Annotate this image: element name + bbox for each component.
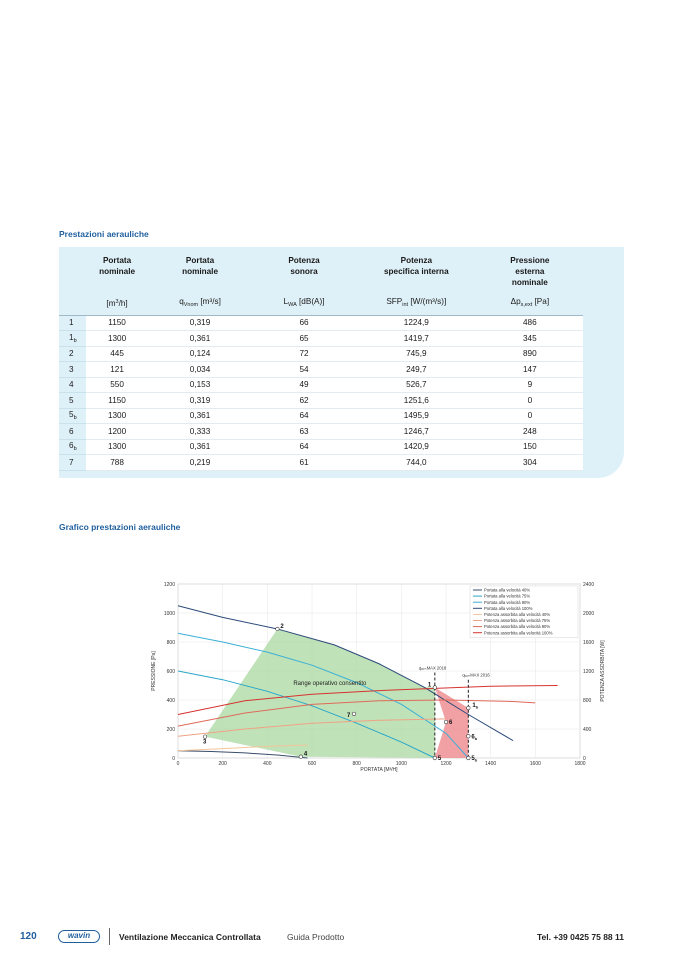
y2-tick-label: 400 (583, 727, 592, 733)
legend-entry-w75: Potenza assorbita alla velocità 75% (484, 618, 551, 624)
row-index: $6_b$ (59, 439, 86, 455)
y-tick-label: 0 (172, 756, 175, 762)
point-label-1b: $1_b$ (472, 702, 479, 710)
footer-divider (109, 928, 110, 945)
chart-section-title: Grafico prestazioni aerauliche (59, 522, 181, 532)
table-cell: 526,7 (356, 377, 477, 393)
point-label-2: 2 (280, 623, 284, 630)
table-cell: 304 (477, 455, 583, 471)
chart-svg (145, 575, 615, 780)
row-index: 6 (59, 424, 86, 440)
y2-tick-label: 2400 (583, 582, 595, 588)
x-tick-label: 800 (352, 761, 361, 767)
footer-phone: Tel. +39 0425 75 88 11 (536, 932, 624, 942)
point-marker-6b (467, 734, 471, 738)
table-cell: 0,034 (148, 362, 252, 378)
table-row (59, 346, 583, 362)
page-number: 120 (20, 931, 37, 942)
y2-tick-label: 800 (583, 698, 592, 704)
legend-entry-w100: Potenza assorbita alla velocità 100% (484, 630, 553, 636)
table-cell: 64 (252, 439, 356, 455)
y-tick-label: 400 (166, 698, 175, 704)
table-cell: 345 (477, 331, 583, 347)
point-label-1: 1 (427, 682, 432, 689)
table-cell: 1300 (86, 439, 148, 455)
table-cell: 61 (252, 455, 356, 471)
legend-entry-w90: Potenza assorbita alla velocità 90% (484, 624, 551, 630)
point-marker-4 (299, 755, 303, 759)
table-cell: 0,219 (148, 455, 252, 471)
table-cell: 121 (86, 362, 148, 378)
x-tick-label: 1200 (440, 761, 452, 767)
y-tick-label: 1000 (163, 611, 175, 617)
table-cell: 1495,9 (356, 408, 477, 424)
table-row (59, 393, 583, 409)
table-cell: 1300 (86, 331, 148, 347)
qmax-2018-label: qᵥₒₘMAX 2018 (418, 665, 447, 671)
footer (0, 925, 678, 949)
row-index: 4 (59, 377, 86, 393)
table-cell: 248 (477, 424, 583, 440)
table-cell: 486 (477, 315, 583, 331)
column-header-5: Pressione esterna nominale (510, 256, 550, 287)
legend-entry-p100: Portata alla velocità 100% (484, 605, 533, 611)
x-tick-label: 1400 (485, 761, 497, 767)
table-row (59, 424, 583, 440)
performance-chart (145, 575, 615, 780)
point-marker-5b (467, 756, 471, 760)
point-marker-3 (203, 735, 207, 739)
y2-tick-label: 1600 (583, 640, 595, 646)
table-cell: 249,7 (356, 362, 477, 378)
point-marker-7 (352, 712, 356, 716)
legend-entry-p40: Portata alla velocità 40% (484, 587, 531, 593)
table-cell: 744,0 (356, 455, 477, 471)
y-tick-label: 200 (166, 727, 175, 733)
table-cell: 0,361 (148, 331, 252, 347)
table-cell: 788 (86, 455, 148, 471)
table-cell: 0 (477, 393, 583, 409)
table-cell: 0,361 (148, 408, 252, 424)
x-tick-label: 1800 (574, 761, 586, 767)
point-label-5: 5 (437, 756, 442, 762)
table-cell: 65 (252, 331, 356, 347)
legend-entry-p75: Portata alla velocità 75% (484, 593, 531, 599)
point-label-4: 4 (303, 751, 308, 758)
row-index: $1_b$ (59, 331, 86, 347)
y-tick-label: 600 (166, 669, 175, 675)
table-cell: 0 (477, 408, 583, 424)
row-index: 5 (59, 393, 86, 409)
x-tick-label: 600 (307, 761, 317, 767)
point-marker-1 (433, 686, 437, 690)
y2-tick-label: 2000 (583, 611, 595, 617)
y2-axis-label: POTENZA ASSORBITA [W] (600, 640, 606, 702)
footer-subtitle: Guida Prodotto (287, 932, 345, 942)
table-cell: 1420,9 (356, 439, 477, 455)
table-cell: 0,153 (148, 377, 252, 393)
table-cell: 150 (477, 439, 583, 455)
column-header-1: Portata nominale (99, 256, 136, 276)
table-row (59, 439, 583, 455)
table-cell: 0,333 (148, 424, 252, 440)
table-cell: 1224,9 (356, 315, 477, 331)
column-header-3: Potenza sonora (288, 256, 320, 276)
table-cell: 550 (86, 377, 148, 393)
column-unit-3: $L_{WA}$ [dB(A)] (252, 292, 356, 315)
table-cell: 1300 (86, 408, 148, 424)
legend-entry-p90: Portata alla velocità 90% (484, 599, 531, 605)
point-marker-1b (467, 706, 471, 710)
point-label-6b: $6_b$ (471, 734, 478, 741)
y-tick-label: 800 (166, 640, 175, 646)
table-section-title: Prestazioni aerauliche (59, 229, 149, 239)
table-cell: 1150 (86, 315, 148, 331)
point-marker-2 (276, 627, 280, 631)
y-axis-label: PRESSIONE [Pa] (151, 651, 157, 691)
column-header-4: Potenza specifica interna (384, 256, 449, 276)
x-tick-label: 400 (263, 761, 272, 767)
point-marker-5 (433, 756, 437, 760)
point-label-5b: $5_b$ (471, 756, 478, 763)
x-tick-label: 1000 (395, 761, 407, 767)
point-label-6: 6 (449, 720, 453, 727)
operating-range-label: Range operativo consentito (293, 680, 367, 687)
table-row (59, 377, 583, 393)
legend-entry-w40: Potenza assorbita alla velocità 40% (484, 612, 551, 617)
table-cell: 62 (252, 393, 356, 409)
table-cell: 1419,7 (356, 331, 477, 347)
row-index: 7 (59, 455, 86, 471)
row-index: 3 (59, 362, 86, 378)
x-tick-label: 1600 (529, 761, 541, 767)
y2-tick-label: 1200 (583, 669, 595, 675)
column-unit-2: $q_{Vnom}$ [m³/s] (148, 292, 252, 315)
performance-table (59, 247, 583, 471)
table-cell: 890 (477, 346, 583, 362)
table-cell: 0,361 (148, 439, 252, 455)
table-cell: 0,319 (148, 393, 252, 409)
point-label-7: 7 (346, 712, 351, 719)
table-cell: 1246,7 (356, 424, 477, 440)
table-cell: 0,319 (148, 315, 252, 331)
point-marker-6 (444, 720, 448, 724)
table-cell: 147 (477, 362, 583, 378)
table-cell: 745,9 (356, 346, 477, 362)
table-row (59, 315, 583, 331)
row-index: $5_b$ (59, 408, 86, 424)
column-header-2: Portata nominale (182, 256, 219, 276)
point-label-3: 3 (203, 739, 207, 746)
y-tick-label: 1200 (163, 582, 175, 588)
table-cell: 9 (477, 377, 583, 393)
row-index: 2 (59, 346, 86, 362)
table-cell: 1200 (86, 424, 148, 440)
qmax-2016-label: qᵥₒₘMAX 2016 (462, 672, 490, 678)
column-unit-1: $[m^3/h]$ (86, 292, 148, 315)
table-cell: 1150 (86, 393, 148, 409)
x-axis-label: PORTATA [M³/H] (360, 767, 398, 773)
table-cell: 64 (252, 408, 356, 424)
table-cell: 49 (252, 377, 356, 393)
table-cell: 63 (252, 424, 356, 440)
table-row (59, 331, 583, 347)
x-tick-label: 200 (218, 761, 227, 767)
table-cell: 66 (252, 315, 356, 331)
x-tick-label: 0 (176, 761, 180, 767)
column-unit-4: $SFP_{int}$ [W/(m³/s)] (356, 292, 477, 315)
table-cell: 72 (252, 346, 356, 362)
table-row (59, 408, 583, 424)
row-index: 1 (59, 315, 86, 331)
table-cell: 54 (252, 362, 356, 378)
column-unit-5: $\Delta p_{s,ext}$ [Pa] (477, 292, 583, 315)
performance-table-container (59, 247, 624, 478)
table-cell: 0,124 (148, 346, 252, 362)
brand-logo: wavin (58, 930, 100, 943)
table-row (59, 455, 583, 471)
table-row (59, 362, 583, 378)
table-cell: 445 (86, 346, 148, 362)
y2-tick-label: 0 (583, 756, 586, 762)
table-cell: 1251,6 (356, 393, 477, 409)
footer-title: Ventilazione Meccanica Controllata (119, 932, 261, 942)
